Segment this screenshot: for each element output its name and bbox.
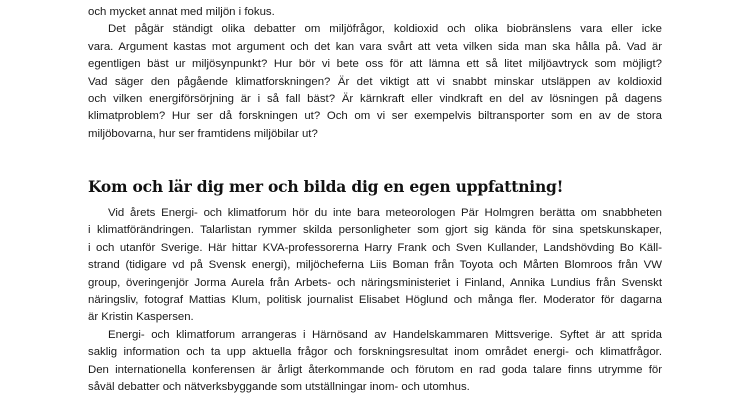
speakers-paragraph bbox=[88, 205, 662, 327]
text-line: Vad säger den pågående klimatforskningen? Är det viktigt att vi snabbt minskar utsläppen av koldioxid bbox=[88, 75, 662, 88]
text-line: vara. Argument kastas mot argument och det kan vara svårt att veta vilken sida man ska hålla på. Vad är bbox=[88, 40, 662, 53]
text-line: i och utanför Sverige. Här hittar KVA-professorerna Harry Frank och Sven Kullander, Landshövding Bo Käll- bbox=[88, 241, 662, 254]
text-line: och vilken energiförsörjning är i så fall bäst? Är kärnkraft eller vindkraft en del av lösningen på dagens bbox=[88, 92, 662, 105]
text-line: i klimatförändringen. Talarlistan rymmer skilda personligheter som gjort sig kända för sina spetskunskaper, bbox=[88, 224, 662, 237]
intro-paragraph bbox=[88, 4, 662, 143]
text-line: näringsliv, fotograf Mattias Klum, politisk journalist Elisabet Höglund och många fler. Moderator för dagarna bbox=[88, 293, 662, 306]
text-line: Det pågär ständigt olika debatter om miljöfrågor, koldioxid och olika biobränslens vara eller icke bbox=[108, 23, 662, 36]
text-line: saklig information och ta upp aktuella frågor och forskningsresultat inom området energi- och klimatfrågor. bbox=[88, 346, 662, 359]
text-line: klimatproblem? Hur ser då forskningen ut? Och om vi ser exempelvis biltransporter som en av de stora bbox=[88, 110, 662, 123]
text-line: Energi- och klimatforum arrangeras i Härnösand av Handelskammaren Mittsverige. Syftet är att sprida bbox=[108, 329, 662, 341]
text-line: Den internationella konferensen är årligt återkommande och förutom en rad goda talare finns utrymme för bbox=[88, 363, 662, 376]
text-line: strand (tidigare vd på Svensk energi), miljöcheferna Liis Boman från Toyota och Mårten Blomroos från VW bbox=[88, 259, 662, 272]
section-heading: Kom och lär dig mer och bilda dig en egen uppfattning! bbox=[88, 177, 564, 196]
text-line: Vid årets Energi- och klimatforum hör du inte bara meteorologen Pär Holmgren berätta om snabbheten bbox=[108, 207, 662, 219]
text-line: miljöbovarna, hur ser framtidens miljöbilar ut? bbox=[88, 127, 318, 140]
text-line: är Kristin Kaspersen. bbox=[88, 311, 194, 324]
text-line: såväl debatter och nätverksbyggande som utställningar inom- och utomhus. bbox=[88, 381, 470, 394]
text-line: och mycket annat med miljön i fokus. bbox=[88, 6, 275, 18]
organizer-paragraph bbox=[88, 327, 662, 397]
text-line: group, överingenjör Jorma Aurela från Arbets- och näringsministeriet i Finland, Annika Lundius från Svenskt bbox=[88, 276, 662, 289]
text-line: egentligen bäst ur miljösynpunkt? Hur bör vi bete oss för att lämna ett så litet miljöavtryck som möjligt? bbox=[88, 58, 662, 71]
